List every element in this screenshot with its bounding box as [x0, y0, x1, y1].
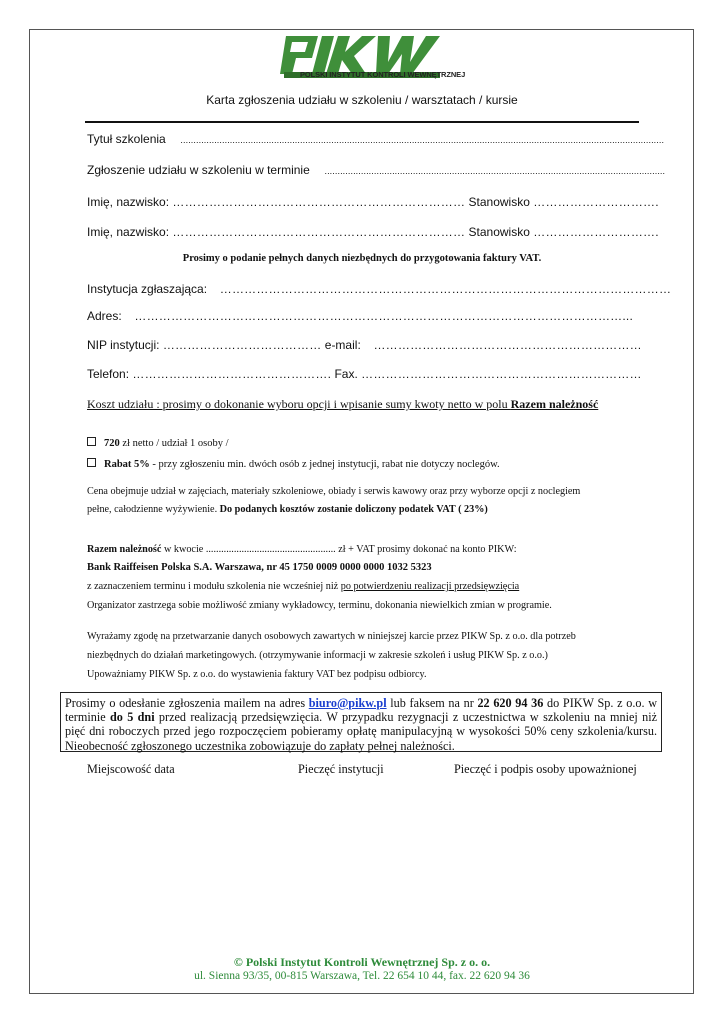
training-title-row [87, 132, 664, 146]
consent-line2: niezbędnych do działań marketingowych. (otrzymywanie informacji w zakresie szkoleń i usług PIKW Sp. z o.o.) [87, 650, 548, 661]
includes-line2-text: pełne, całodzienne wyżywienie. [87, 504, 220, 515]
authorized-stamp-label: Pieczęć i podpis osoby upoważnionej [454, 762, 637, 776]
place-date-label: Miejscowość data [87, 762, 175, 776]
box-text-1: Prosimy o odesłanie zgłoszenia mailem na adres [65, 696, 309, 710]
box-text-3: do PIKW Sp. z o.o. w terminie [65, 696, 657, 725]
position1-field[interactable]: …………………………. [533, 195, 659, 209]
option-720-price: 720 [104, 438, 120, 449]
institution-row [87, 282, 671, 296]
option-discount-checkbox[interactable] [87, 458, 96, 467]
payment-note-underline: po potwierdzeniu realizacji przedsięwzięcia [340, 581, 520, 592]
includes-line2 [87, 504, 488, 515]
submission-notice-box [60, 692, 662, 752]
fax-number: 22 620 94 36 [477, 696, 544, 710]
deadline-days: do 5 dni [109, 710, 155, 725]
payment-note-text: z zaznaczeniem terminu i modułu szkolenia nie wcześniej niż [87, 581, 341, 592]
vat-notice: Do podanych kosztów zostanie doliczony podatek VAT ( 23%) [219, 504, 488, 515]
institution-label: Instytucja zgłaszająca: [87, 282, 208, 296]
total-text[interactable]: w kwocie ................................................... zł + VAT prosimy dokonać na konto PIKW: [161, 544, 517, 555]
footer-address: ul. Sienna 93/35, 00-815 Warszawa, Tel. 22 654 10 44, fax. 22 620 94 36 [194, 970, 530, 982]
email-field[interactable]: ………………………………………………………… [373, 338, 642, 352]
participant1-row [87, 195, 659, 209]
nip-email-row [87, 338, 642, 352]
nip-field[interactable]: ………………………………… [162, 338, 322, 352]
term-row [87, 163, 665, 177]
training-title-field[interactable]: .......................................................................................................................................................................................... [180, 135, 665, 145]
fax-field[interactable]: …………………………………………………………… [361, 367, 642, 381]
institution-stamp-label: Pieczęć instytucji [298, 762, 384, 776]
position1-label: Stanowisko [468, 195, 530, 209]
position2-field[interactable]: …………………………. [533, 225, 659, 239]
option-discount[interactable] [87, 458, 500, 470]
cost-intro-bold: Razem należność [510, 397, 599, 411]
title-divider [85, 121, 639, 123]
participant2-label: Imię, nazwisko: [87, 225, 170, 239]
form-title: Karta zgłoszenia udziału w szkoleniu / warsztatach / kursie [206, 93, 518, 107]
participant2-field[interactable]: ……………………………………………………………… [172, 225, 466, 239]
box-text-4: przed realizacją przedsięwzięcia. W przypadku rezygnacji z uczestnictwa w szkoleniu na mniej niż pięć dni roboczych przed jego rozpoczęciem pobieramy opłatę manipulacyjną w wysokości 50% ceny szkolenia/kursu. Nieobecność zgłoszonego uczestnika zobowiązuje do zapłaty pełnej należności. [65, 710, 657, 753]
phone-label: Telefon: [87, 367, 130, 381]
email-label: e-mail: [324, 338, 361, 352]
total-label: Razem należność [87, 544, 162, 555]
address-field[interactable]: …………………………………………………………………………………………………………... [134, 309, 633, 323]
logo-caption: POLSKI INSTYTUT KONTROLI WEWNĘTRZNEJ [300, 70, 466, 79]
term-label: Zgłoszenie udziału w szkoleniu w terminie [87, 163, 310, 177]
consent-line3: Upoważniamy PIKW Sp. z o.o. do wystawienia faktury VAT bez podpisu odbiorcy. [87, 669, 427, 680]
fax-label: Fax. [334, 367, 358, 381]
phone-fax-row [87, 367, 642, 381]
participant1-label: Imię, nazwisko: [87, 195, 170, 209]
footer-company: © Polski Instytut Kontroli Wewnętrznej Sp. z o. o. [233, 955, 491, 969]
option-720-text: zł netto / udział 1 osoby / [119, 438, 229, 449]
cost-intro [87, 397, 598, 412]
training-title-label: Tytuł szkolenia [87, 132, 166, 146]
cost-intro-text: Koszt udziału : prosimy o dokonanie wyboru opcji i wpisanie sumy kwoty netto w polu [87, 397, 511, 411]
email-link[interactable]: biuro@pikw.pl [308, 696, 387, 710]
institution-field[interactable]: ………………………………………………………………………………………………… [219, 282, 672, 296]
nip-label: NIP instytucji: [87, 338, 160, 352]
invoice-notice: Prosimy o podanie pełnych danych niezbędnych do przygotowania faktury VAT. [182, 253, 542, 264]
option-720-checkbox[interactable] [87, 437, 96, 446]
term-field[interactable]: ................................................................................................................................... [324, 166, 666, 176]
total-line [87, 544, 517, 555]
address-row [87, 309, 633, 323]
option-discount-text: - przy zgłoszeniu min. dwóch osób z jednej instytucji, rabat nie dotyczy noclegów. [149, 459, 500, 470]
phone-field[interactable]: …………………………………………. [132, 367, 332, 381]
box-text-2: lub faksem na nr [386, 696, 478, 710]
payment-note [87, 581, 519, 592]
consent-line1: Wyrażamy zgodę na przetwarzanie danych osobowych zawartych w niniejszej karcie przez PIKW Sp. z o.o. dla potrzeb [87, 631, 576, 642]
position2-label: Stanowisko [468, 225, 530, 239]
participant1-field[interactable]: ……………………………………………………………… [172, 195, 466, 209]
option-discount-label: Rabat 5% [104, 459, 150, 470]
organizer-line: Organizator zastrzega sobie możliwość zmiany wykładowcy, terminu, dokonania niewielkich zmian w programie. [87, 600, 552, 611]
address-label: Adres: [87, 309, 122, 323]
bank-account: Bank Raiffeisen Polska S.A. Warszawa, nr 45 1750 0009 0000 0000 1032 5323 [87, 562, 432, 573]
option-720[interactable] [87, 437, 229, 449]
includes-line1: Cena obejmuje udział w zajęciach, materiały szkoleniowe, obiady i serwis kawowy oraz przy wyborze opcji z noclegiem [87, 486, 581, 497]
participant2-row [87, 225, 659, 239]
